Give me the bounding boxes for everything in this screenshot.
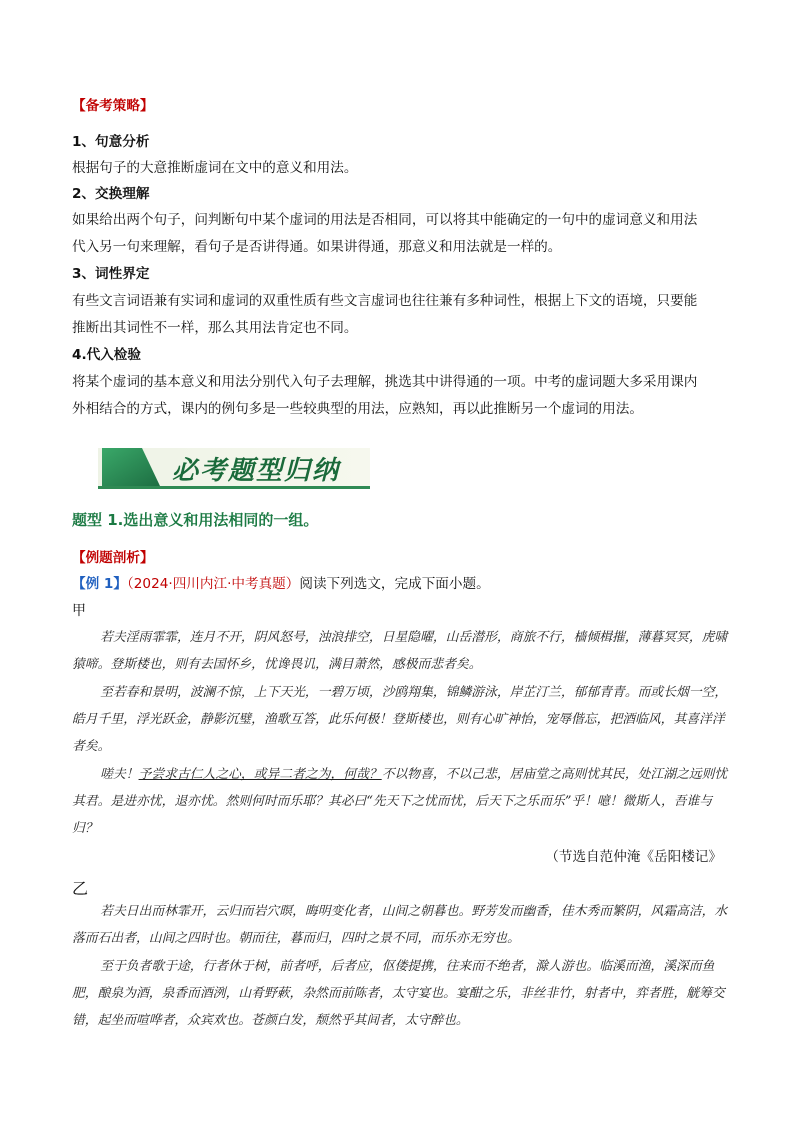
text-a-paragraph-3	[72, 761, 736, 842]
text-a-p3-underlined: 予尝求古仁人之心，或异二者之为，何哉？	[138, 767, 382, 782]
strategy-item-3-body-line2: 推断出其词性不一样，那么其用法肯定也不同。	[72, 320, 358, 336]
strategy-item-2-title: 2、交换理解	[72, 186, 150, 202]
example-source: （2024·四川内江·中考真题）	[126, 576, 300, 592]
section-banner	[98, 448, 370, 490]
strategy-item-4-title: 4.代入检验	[72, 347, 141, 363]
banner-title: 必考题型归纳	[172, 456, 341, 486]
text-a-paragraph-1: 若夫淫雨霏霏，连月不开，阴风怒号，浊浪排空，日星隐曜，山岳潜形，商旅不行，樯倾楫摧，薄暮冥冥，虎啸猿啼。登斯楼也，则有去国怀乡，忧谗畏讥，满目萧然，感极而悲者矣。	[72, 630, 728, 672]
banner-triangle-icon	[102, 448, 162, 486]
text-b-label: 乙	[72, 879, 89, 898]
text-a-p3-start: 嗟夫！	[100, 767, 139, 782]
strategy-item-2-body-line1: 如果给出两个句子，问判断句中某个虚词的用法是否相同，可以将其中能确定的一句中的虚词意义和用法	[72, 212, 698, 228]
strategy-item-1-body: 根据句子的大意推断虚词在文中的意义和用法。	[72, 160, 358, 176]
strategy-item-1-title: 1、句意分析	[72, 134, 150, 150]
strategy-item-3-body-line1: 有些文言词语兼有实词和虚词的双重性质有些文言虚词也往往兼有多种词性，根据上下文的语境，只要能	[72, 293, 698, 309]
text-a-p3-end: 不以物喜，不以己悲，居庙堂之高则忧其民，处江湖之远则忧其君。是进亦忧，退亦忧。然则何时而乐耶？其必曰“先天下之忧而忧，后天下之乐而乐”乎！噫！微斯人，吾谁与归？	[72, 767, 728, 836]
text-b-paragraph-1: 若夫日出而林霏开，云归而岩穴暝，晦明变化者，山间之朝暮也。野芳发而幽香，佳木秀而繁阴，风霜高洁，水落而石出者，山间之四时也。朝而往，暮而归，四时之景不同，而乐亦无穷也。	[72, 904, 728, 946]
question-type-title: 题型 1.选出意义和用法相同的一组。	[72, 511, 319, 529]
strategy-item-4-body-line2: 外相结合的方式，课内的例句多是一些较典型的用法，应熟知，再以此推断另一个虚词的用法。	[72, 401, 643, 417]
text-a-label: 甲	[72, 603, 86, 619]
example-tag: 【例 1】	[72, 576, 127, 592]
strategy-item-4-body-line1: 将某个虚词的基本意义和用法分别代入句子去理解，挑选其中讲得通的一项。中考的虚词题大多采用课内	[72, 374, 698, 390]
text-a-source: （节选自范仲淹《岳阳楼记》	[545, 849, 722, 865]
strategy-header: 【备考策略】	[72, 98, 154, 114]
example-instruction: 阅读下列选文，完成下面小题。	[299, 576, 490, 592]
strategy-item-2-body-line2: 代入另一句来理解，看句子是否讲得通。如果讲得通，那意义和用法就是一样的。	[72, 239, 562, 255]
example-line	[72, 572, 490, 592]
text-b-paragraph-2: 至于负者歌于途，行者休于树，前者呼，后者应，伛偻提携，往来而不绝者，滁人游也。临溪而渔，溪深而鱼肥，酿泉为酒，泉香而酒洌，山肴野蔌，杂然而前陈者，太守宴也。宴酣之乐，非丝非竹，射者中，弈者胜，觥筹交错，起坐而喧哗者，众宾欢也。苍颜白发，颓然乎其间者，太守醉也。	[72, 959, 725, 1028]
example-header: 【例题剖析】	[72, 550, 154, 566]
strategy-item-3-title: 3、词性界定	[72, 266, 150, 282]
text-a-paragraph-2: 至若春和景明，波澜不惊，上下天光，一碧万顷，沙鸥翔集，锦鳞游泳，岸芷汀兰，郁郁青青。而或长烟一空，皓月千里，浮光跃金，静影沉璧，渔歌互答，此乐何极！登斯楼也，则有心旷神怡，宠辱偕忘，把酒临风，其喜洋洋者矣。	[72, 685, 728, 754]
